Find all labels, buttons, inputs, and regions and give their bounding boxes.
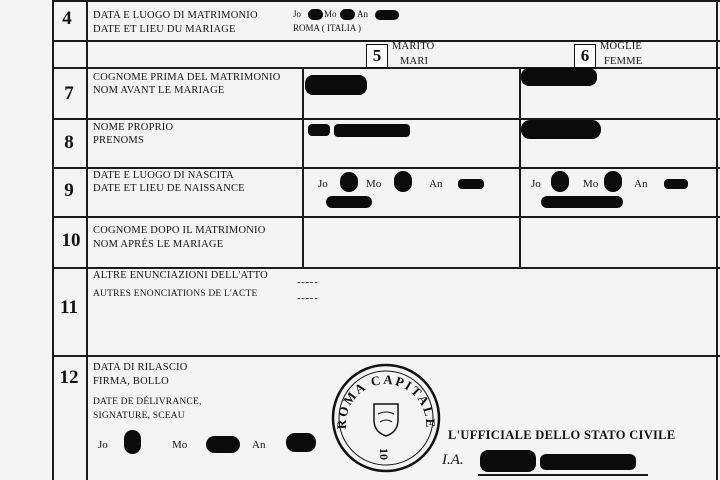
blank-dashes: ----- xyxy=(297,277,319,288)
femme-label: FEMME xyxy=(604,56,643,67)
redaction xyxy=(394,171,412,192)
redaction xyxy=(286,433,316,452)
redaction xyxy=(521,68,597,86)
mo-label: Mo xyxy=(583,178,599,190)
signature-label-fr: SIGNATURE, SCEAU xyxy=(93,411,185,421)
row-number-4: 4 xyxy=(62,8,72,29)
row-number-8: 8 xyxy=(64,132,74,153)
mo-label: Mo xyxy=(366,178,382,190)
an-label: An xyxy=(634,178,648,190)
row-number-9: 9 xyxy=(64,180,74,201)
mo-label: Mo xyxy=(172,439,188,451)
marriage-date-label-fr: DATE ET LIEU DU MARIAGE xyxy=(93,24,236,35)
other-statements-label-it: ALTRE ENUNCIAZIONI DELL'ATTO xyxy=(93,270,268,281)
svg-text:10: 10 xyxy=(377,448,391,460)
issue-date-label-it: DATA DI RILASCIO xyxy=(93,362,188,373)
mid-column-line xyxy=(302,67,304,267)
surname-after-label-fr: NOM APRÉS LE MARIAGE xyxy=(93,239,224,250)
an-label: An xyxy=(252,439,266,451)
jo-label: Jo xyxy=(318,178,328,190)
first-name-label-fr: PRENOMS xyxy=(93,135,144,146)
redaction xyxy=(540,454,636,470)
marito-label: MARITO xyxy=(392,41,435,52)
roma-capitale-seal xyxy=(330,362,442,474)
redaction xyxy=(334,124,410,137)
redaction xyxy=(480,450,536,472)
redaction xyxy=(308,124,330,136)
mari-label: MARI xyxy=(400,56,429,67)
jo-label: Jo xyxy=(531,178,541,190)
redaction xyxy=(458,179,484,189)
civil-registrar-title: L'UFFICIALE DELLO STATO CIVILE xyxy=(448,428,676,442)
redaction xyxy=(521,120,601,139)
marriage-date-label-it: DATA E LUOGO DI MATRIMONIO xyxy=(93,10,258,21)
redaction xyxy=(664,179,688,189)
surname-before-label-it: COGNOME PRIMA DEL MATRIMONIO xyxy=(93,72,281,83)
top-border xyxy=(52,0,720,2)
jo-label: Jo xyxy=(293,9,302,19)
jo-label: Jo xyxy=(98,439,108,451)
issue-date-label-fr: DATE DE DÉLIVRANCE, xyxy=(93,397,202,407)
right-column-line xyxy=(519,67,521,267)
mo-label: Mo xyxy=(324,9,337,19)
an-label: An xyxy=(429,178,443,190)
row-number-11: 11 xyxy=(60,297,78,318)
redaction xyxy=(604,171,622,192)
redaction xyxy=(375,10,399,20)
moglie-number-box: 6 xyxy=(574,44,596,68)
redaction xyxy=(124,430,141,454)
marriage-place: ROMA ( ITALIA ) xyxy=(293,23,362,33)
surname-before-label-fr: NOM AVANT LE MARIAGE xyxy=(93,85,225,96)
redaction xyxy=(326,196,372,208)
surname-after-label-it: COGNOME DOPO IL MATRIMONIO xyxy=(93,225,266,236)
birth-label-it: DATE E LUOGO DI NASCITA xyxy=(93,170,234,181)
other-statements-label-fr: AUTRES ENONCIATIONS DE L'ACTE xyxy=(93,289,258,299)
row-line-7 xyxy=(52,118,720,120)
row-line-11 xyxy=(52,355,720,357)
redaction xyxy=(305,75,367,95)
marito-number-box: 5 xyxy=(366,44,388,68)
redaction xyxy=(206,436,240,453)
blank-dashes: ----- xyxy=(297,293,319,304)
first-name-label-it: NOME PROPRIO xyxy=(93,122,174,133)
svg-text:ROMA CAPITALE: ROMA CAPITALE xyxy=(333,371,439,430)
row-number-7: 7 xyxy=(64,83,74,104)
redaction xyxy=(541,196,623,208)
birth-label-fr: DATE ET LIEU DE NAISSANCE xyxy=(93,183,245,194)
an-label: An xyxy=(357,9,368,19)
redaction xyxy=(340,172,358,192)
signature-label-it: FIRMA, BOLLO xyxy=(93,376,169,387)
row-number-10: 10 xyxy=(61,230,81,251)
row-line-9 xyxy=(52,216,720,218)
redaction xyxy=(551,171,569,192)
moglie-label: MOGLIE xyxy=(600,41,643,52)
redaction xyxy=(340,9,355,20)
right-border xyxy=(716,0,718,480)
signature-initials: I.A. xyxy=(442,452,464,468)
redaction xyxy=(308,9,323,20)
row-number-12: 12 xyxy=(59,367,79,388)
signature-line xyxy=(478,474,648,476)
